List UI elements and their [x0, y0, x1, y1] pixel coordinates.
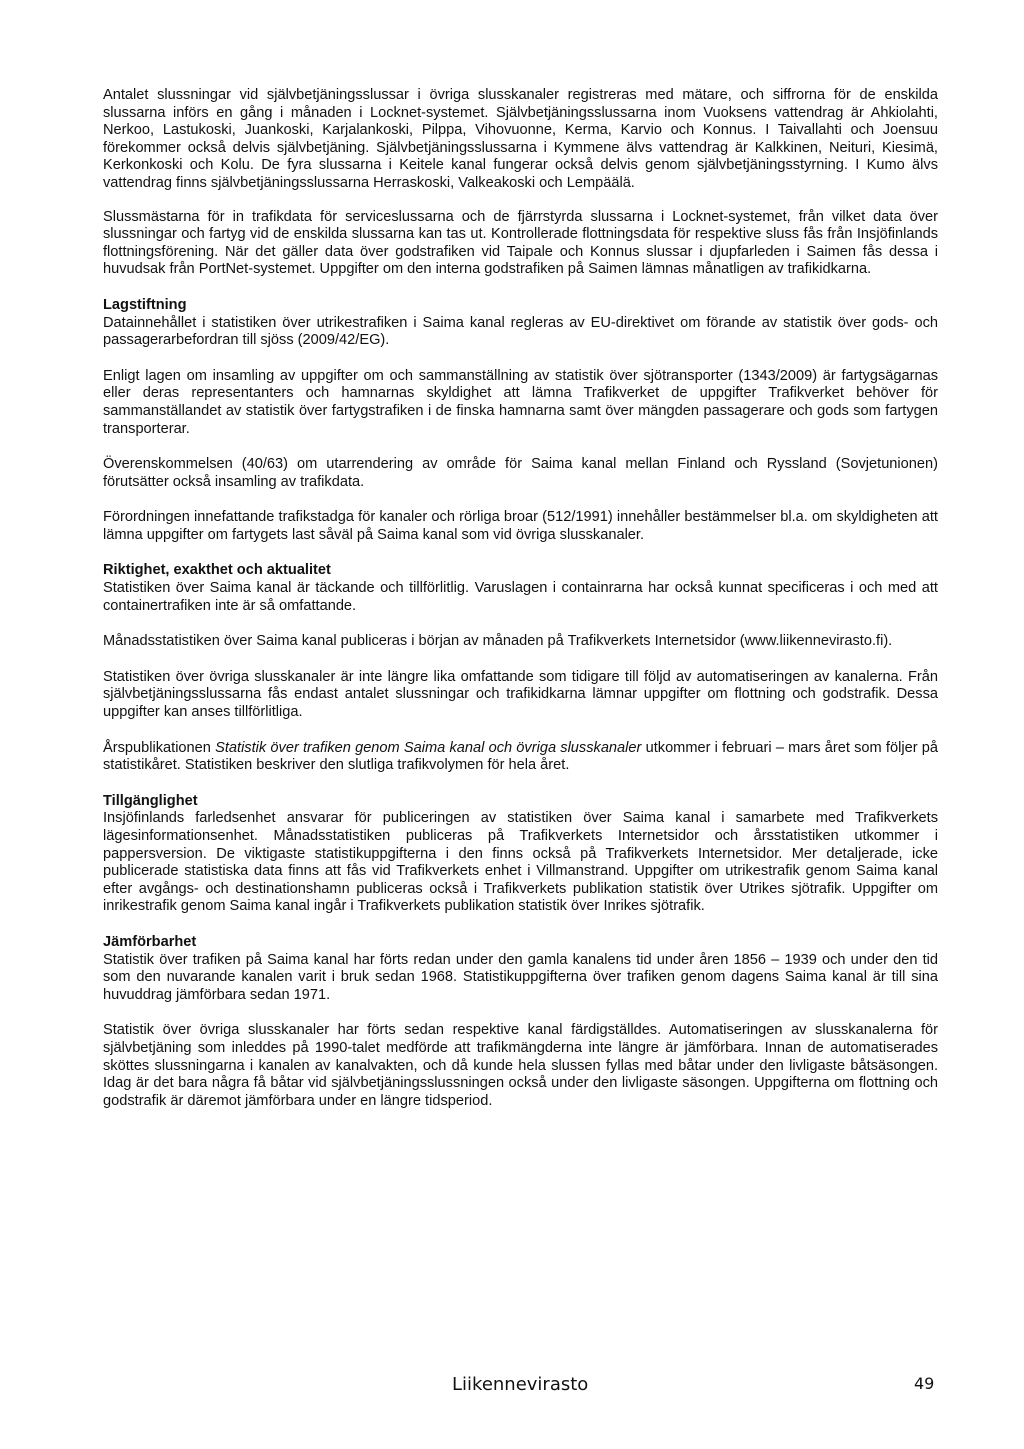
section-heading-tillganglighet: Tillgänglighet: [103, 792, 198, 809]
publication-title: Statistik över trafiken genom Saima kanal och övriga slusskanaler: [215, 739, 642, 756]
section-riktighet: [103, 562, 938, 615]
publication-intro: Årspublikationen: [103, 739, 216, 756]
paragraph-coverage: Statistiken över Saima kanal är täckande och tillförlitlig. Varuslagen i containrarna har också kunnat specificeras i och med att containertrafiken inte är så omfattande.: [103, 580, 938, 614]
paragraph-comparability-saima: Statistik över trafiken på Saima kanal har förts redan under den gamla kanalens tid under åren 1856 – 1939 och under den tid som den nuvarande kanalen varit i bruk sedan 1968. Statistikuppgifterna över trafiken genom dagens Saima kanal är till sina huvuddrag jämförbara sedan 1971.: [103, 951, 938, 1003]
section-jamforbarhet: [103, 934, 938, 1004]
paragraph-monthly-stats: Månadsstatistiken över Saima kanal publiceras i början av månaden på Trafikverkets Internetsidor (www.liikennevirasto.fi).: [103, 633, 893, 650]
paragraph-other-canals: Statistiken över övriga slusskanaler är inte längre lika omfattande som tidigare till följd av automatiseringen av kanalerna. Från självbetjäningsslussarna fås endast antalet slussningar och trafikidkarna lämnar uppgifter om flottning och godstrafik. Dessa uppgifter kan anses tillförlitliga.: [103, 668, 938, 721]
paragraph-comparability-other: Statistik över övriga slusskanaler har förts sedan respektive kanal färdigställdes. Automatiseringen av slusskanalerna för självbetjäning som inleddes på 1990-talet medförde att trafikmängderna inte längre är jämförbara. Innan de automatiserades sköttes slussningarna i kanalen av kanalvakten, och då kunde hela slussen fyllas med båtar under den livligaste båtsäsongen. Idag är det bara några få båtar vid självbetjäningsslussningen också under den livligaste säsongen. Uppgifterna om flottning och godstrafik är däremot jämförbara under en längre tidsperiod.: [103, 1022, 938, 1109]
publication-outro: utkommer i februari – mars året som följer på statistikåret. Statistiken beskriver den slutliga trafikvolymen för hela året.: [103, 739, 938, 774]
footer-publisher: Liikennevirasto: [452, 1374, 589, 1395]
paragraph-lock-masters: Slussmästarna för in trafikdata för serviceslussarna och de fjärrstyrda slussarna i Locknet-systemet, från vilket data över slussningar och fartyg vid de enskilda slussarna kan tas ut. Kontrollerade flottningsdata för respektive sluss fås från Insjöfinlands flottningsförening. När det gäller data över godstrafiken vid Taipale och Konnus slussar i djupfarleden i Saimen fås dessa i huvudsak från PortNet-systemet. Uppgifter om den interna godstrafiken på Saimen lämnas månatligen av trafikidkarna.: [103, 208, 938, 278]
section-heading-jamforbarhet: Jämförbarhet: [103, 933, 197, 950]
paragraph-law-collection: Enligt lagen om insamling av uppgifter om och sammanställning av statistik över sjötransporter (1343/2009) är fartygsägarnas eller deras representanters och hamnarnas skyldighet att lämna Trafikverket de uppgifter Trafikverket behöver för sammanställandet av statistik över fartygstrafiken i de finska hamnarna samt över mängden passagerare och gods som fartygen transporterar.: [103, 367, 938, 437]
section-lagstiftning: [103, 297, 938, 350]
paragraph-self-service-locks: Antalet slussningar vid självbetjäningsslussar i övriga slusskanaler registreras med mätare, och siffrorna för de enskilda slussarna införs en gång i månaden i Locknet-systemet. Självbetjäningsslussarna inom Vuoksens vattendrag är Ahkiolahti, Nerkoo, Lastukoski, Juankoski, Karjalankoski, Pilppa, Vihovuonne, Kerma, Karvio och Konnus. I Taivallahti och Joensuu förekommer också delvis självbetjäning. Självbetjäningsslussarna i Kymmene älvs vattendrag är Kalkkinen, Neituri, Kiesimä, Kerkonkoski och Kolu. De fyra slussarna i Keitele kanal fungerar också delvis genom självbetjäningsstyrning. I Kumo älvs vattendrag finns självbetjäningsslussarna Herraskoski, Valkeakoski och Lempäälä.: [103, 87, 938, 191]
document-body: [103, 87, 938, 1126]
paragraph-eu-directive: Datainnehållet i statistiken över utrikestrafiken i Saima kanal regleras av EU-direktivet om förande av statistik över gods- och passagerarbefordran till sjöss (2009/42/EG).: [103, 314, 938, 349]
page-number: 49: [914, 1374, 935, 1393]
section-heading-riktighet: Riktighet, exakthet och aktualitet: [103, 562, 331, 579]
section-heading-lagstiftning: Lagstiftning: [103, 296, 187, 313]
paragraph-agreement: Överenskommelsen (40/63) om utarrendering av område för Saima kanal mellan Finland och Ryssland (Sovjetunionen) förutsätter också insamling av trafikdata.: [103, 456, 938, 490]
section-tillganglighet: [103, 793, 938, 916]
paragraph-availability: Insjöfinlands farledsenhet ansvarar för publiceringen av statistiken över Saima kanal i samarbete med Trafikverkets lägesinformationsenhet. Månadsstatistiken publiceras på Trafikverkets Internetsidor och årsstatistiken utkommer i pappersversion. De viktigaste statistikuppgifterna i den finns också på Trafikverkets Internetsidor. Mer detaljerade, icke publicerade statistiska data finns att fås vid Trafikverkets enhet i Villmanstrand. Uppgifter om utrikestrafik genom Saima kanal efter avgångs- och destinationshamn publiceras också i Trafikverkets publikation statistik över Utrikes sjötrafik. Uppgifter om inrikestrafik genom Saima kanal ingår i Trafikverkets publikation statistik över Inrikes sjötrafik.: [103, 810, 938, 915]
paragraph-regulation: Förordningen innefattande trafikstadga för kanaler och rörliga broar (512/1991) innehåller bestämmelser bl.a. om skyldigheten att lämna uppgifter om fartygets last såväl på Saima kanal som vid övriga slusskanaler.: [103, 509, 938, 543]
paragraph-annual-publication: [103, 740, 938, 775]
